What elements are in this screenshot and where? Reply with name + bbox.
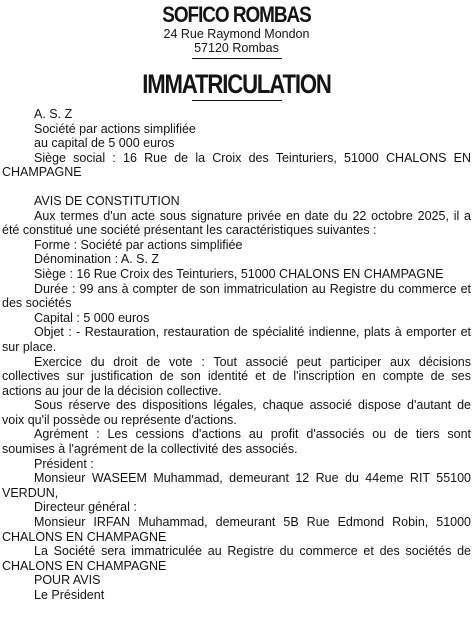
approval-line: Agrément : Les cessions d'actions au profit d'associés ou de tiers sont soumises à l'agrément de la collectivité des associés. xyxy=(2,427,471,457)
pour-avis: POUR AVIS xyxy=(34,573,101,588)
intro-registered-office: Siège social : 16 Rue de la Croix des Teinturiers, 51000 CHALONS EN CHAMPAGNE xyxy=(2,150,471,180)
director-label: Directeur général : xyxy=(34,500,137,515)
duration-line: Durée : 99 ans à compter de son immatriculation au Registre du commerce et des sociétés xyxy=(2,281,471,311)
denomination-line: Dénomination : A. S. Z xyxy=(34,252,160,267)
heading-divider xyxy=(192,100,282,101)
form-line: Forme : Société par actions simplifiée xyxy=(34,237,243,252)
notice-heading: IMMATRICULATION xyxy=(142,69,331,99)
company-address-line1: 24 Rue Raymond Mondon xyxy=(163,27,310,41)
intro-company-form: Société par actions simplifiée xyxy=(34,121,196,136)
deed-statement: Aux termes d'un acte sous signature privée en date du 22 octobre 2025, il a été constitué une société présentant les caractéristiques suivantes : xyxy=(2,208,471,238)
president-name: Monsieur WASEEM Muhammad, demeurant 12 Rue du 44eme RIT 55100 VERDUN, xyxy=(2,471,471,500)
notice-body xyxy=(2,194,471,603)
header-divider xyxy=(192,58,282,59)
intro-block xyxy=(2,107,471,180)
signatory: Le Président xyxy=(34,588,105,602)
intro-company-capital: au capital de 5 000 euros xyxy=(34,136,175,151)
votes-line: Sous réserve des dispositions légales, chaque associé dispose d'autant de voix qu'il possède ou représente d'actions. xyxy=(2,398,471,427)
purpose-line: Objet : - Restauration, restauration de spécialité indienne, plats à emporter et sur place. xyxy=(2,325,471,354)
registration-line: La Société sera immatriculée au Registre du commerce et des sociétés de CHALONS EN CHAMPAGNE xyxy=(2,544,471,573)
notice-title: AVIS DE CONSTITUTION xyxy=(34,193,180,208)
company-address-line2: 57120 Rombas xyxy=(194,41,279,55)
director-name: Monsieur IRFAN Muhammad, demeurant 5B Rue Edmond Robin, 51000 CHALONS EN CHAMPAGNE xyxy=(2,515,471,544)
capital-line: Capital : 5 000 euros xyxy=(34,310,150,325)
company-name: SOFICO ROMBAS xyxy=(162,2,311,27)
seat-line: Siège : 16 Rue Croix des Teinturiers, 51000 CHALONS EN CHAMPAGNE xyxy=(34,266,444,281)
intro-company-name: A. S. Z xyxy=(34,107,73,121)
paragraph-gap xyxy=(2,180,471,194)
president-label: Président : xyxy=(34,456,94,471)
voting-rights-line: Exercice du droit de vote : Tout associé peut participer aux décisions collectives sur justification de son identité et de l'inscription en compte de ses actions au jour de la décision collective. xyxy=(2,354,471,398)
